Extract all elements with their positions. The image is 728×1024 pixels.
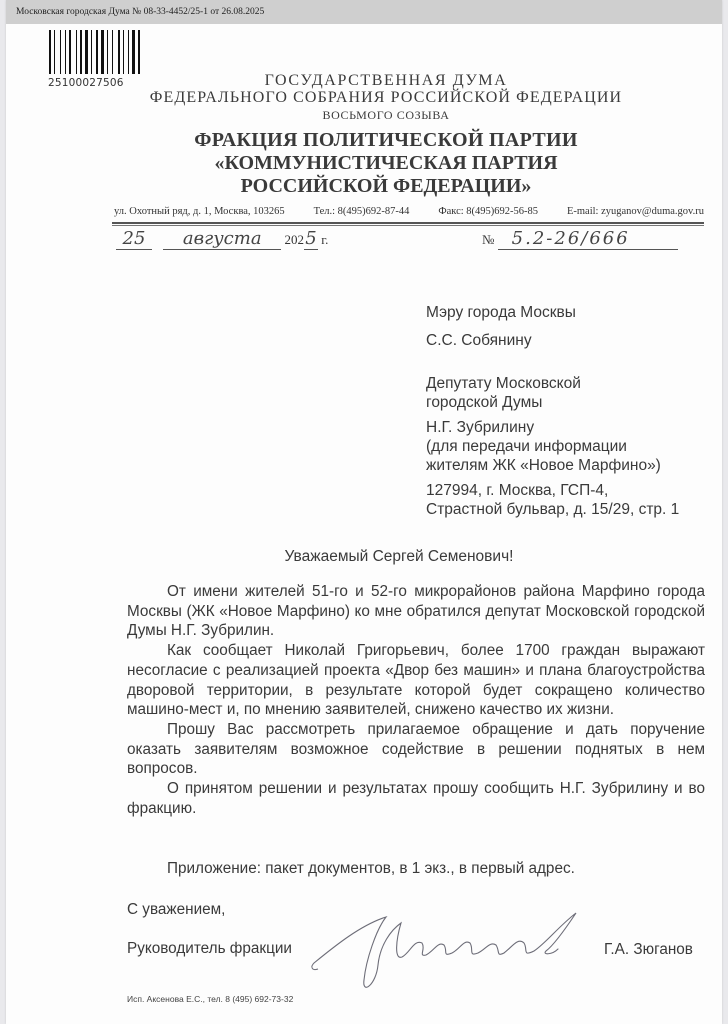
outgoing-date	[116, 228, 328, 250]
barcode-bar	[125, 30, 127, 74]
address-line-1: 127994, г. Москва, ГСП-4,	[426, 482, 609, 499]
registration-stamp-text: Московская городская Дума № 08-33-4452/25-1 от 26.08.2025	[16, 7, 265, 17]
letterhead-address: ул. Охотный ряд, д. 1, Москва, 103265	[114, 206, 285, 217]
recipient-2-line-5: жителям ЖК «Новое Марфино»)	[426, 457, 661, 474]
barcode-bar	[136, 30, 137, 74]
barcode-bar	[101, 30, 104, 74]
number-value: 5.2-26/666	[498, 228, 678, 250]
attachment-note: Приложение: пакет документов, в 1 экз., в первый адрес.	[167, 860, 575, 877]
barcode-bar	[107, 30, 108, 74]
address-line-2: Страстной бульвар, д. 15/29, стр. 1	[426, 501, 680, 518]
barcode-number: 25100027506	[48, 77, 124, 89]
executor-note: Исп. Аксенова Е.С., тел. 8 (495) 692-73-32	[127, 994, 294, 1004]
letterhead-contacts	[114, 206, 704, 217]
recipient-2-line-1: Депутату Московской	[426, 375, 581, 392]
faction-title-line-3: РОССИЙСКОЙ ФЕДЕРАЦИИ»	[240, 175, 532, 197]
barcode-bar	[69, 30, 71, 74]
barcode-bar	[83, 30, 84, 74]
barcode-bar	[93, 30, 95, 74]
recipient-2-line-3: Н.Г. Зубрилину	[426, 419, 535, 436]
faction-title-line-2: «КОММУНИСТИЧЕСКАЯ ПАРТИЯ	[214, 152, 558, 174]
barcode-bar	[85, 30, 88, 74]
recipient-1-line-2: С.С. Собянину	[426, 332, 532, 349]
barcode-bar	[80, 30, 82, 74]
barcode-bar	[67, 30, 68, 74]
letterhead-email: E-mail: zyuganov@duma.gov.ru	[566, 206, 704, 217]
body-paragraph-2: Как сообщает Николай Григорьевич, более 1700 граждан выражают несогласие с реализацией проекта «Двор без машин» и плана благоустройства дворовой территории, в результате которой будет сокращено количество машино-мест и, по мнению заявителей, снижено качество их жизни.	[127, 642, 705, 719]
letter-page	[6, 0, 722, 1024]
date-year-suffix: 5	[305, 228, 317, 249]
barcode-bar	[60, 30, 61, 74]
letter-body	[127, 582, 705, 818]
recipient-2-line-2: городской Думы	[426, 394, 543, 411]
barcode-bar	[96, 30, 98, 74]
letterhead-line-3: ВОСЬМОГО СОЗЫВА	[322, 108, 450, 122]
barcode-bar	[89, 30, 90, 74]
barcode-bar	[118, 30, 120, 74]
barcode-bar	[99, 30, 100, 74]
letterhead-line-1: ГОСУДАРСТВЕННАЯ ДУМА	[264, 72, 508, 89]
barcode-bar	[65, 30, 66, 74]
barcode-bar	[128, 30, 129, 74]
barcode-bar	[109, 30, 111, 74]
barcode-icon	[49, 30, 151, 74]
barcode-bar	[105, 30, 106, 74]
barcode-bar	[62, 30, 64, 74]
barcode-bar	[138, 30, 140, 74]
barcode-bar	[78, 30, 79, 74]
barcode-bar	[54, 30, 55, 74]
barcode-bar	[72, 30, 75, 74]
date-year-unit: г.	[321, 232, 329, 247]
barcode-bar	[56, 30, 59, 74]
recipient-1-line-1: Мэру города Москвы	[426, 304, 576, 321]
barcode-bar	[114, 30, 117, 74]
signature-icon	[306, 905, 596, 1000]
signer-name: Г.А. Зюганов	[604, 941, 693, 958]
letterhead-phone: Тел.: 8(495)692-87-44	[313, 206, 410, 217]
addressee-block	[426, 303, 726, 519]
barcode-bar	[91, 30, 92, 74]
recipient-2-line-4: (для передачи информации	[426, 438, 627, 455]
barcode-bar	[121, 30, 122, 74]
registration-stamp	[6, 0, 722, 24]
faction-title-line-1: ФРАКЦИЯ ПОЛИТИЧЕСКОЙ ПАРТИИ	[194, 129, 578, 151]
salutation: Уважаемый Сергей Семенович!	[284, 548, 514, 565]
barcode-bar	[132, 30, 135, 74]
body-paragraph-3: Прошу Вас рассмотреть прилагаемое обращение и дать поручение оказать заявителям возможное содействие в решении поднятых в нем вопросов.	[127, 720, 705, 778]
barcode-bar	[123, 30, 124, 74]
letterhead-divider-thin	[112, 225, 704, 226]
body-paragraph-1: От имени жителей 51-го и 52-го микрорайонов района Марфино города Москвы (ЖК «Новое Марфино) ко мне обратился депутат Московской городской Думы Н.Г. Зубрилин.	[127, 583, 705, 640]
date-day: 25	[116, 228, 152, 250]
letterhead-fax: Факс: 8(495)692-56-85	[438, 206, 539, 217]
number-label: №	[482, 232, 495, 247]
letterhead-divider	[112, 222, 704, 224]
barcode-bar	[76, 30, 77, 74]
date-year-prefix: 202	[284, 232, 304, 247]
barcode-bar	[52, 30, 53, 74]
barcode-bar	[130, 30, 131, 74]
date-month: августа	[163, 228, 281, 250]
signer-role: Руководитель фракции	[127, 940, 292, 957]
barcode-bar	[112, 30, 113, 74]
closing-regards: С уважением,	[127, 901, 226, 918]
letterhead-line-2: ФЕДЕРАЛЬНОГО СОБРАНИЯ РОССИЙСКОЙ ФЕДЕРАЦИИ	[149, 89, 623, 106]
body-paragraph-4: О принятом решении и результатах прошу сообщить Н.Г. Зубрилину и во фракцию.	[127, 780, 705, 817]
barcode-bar	[49, 30, 51, 74]
outgoing-number	[482, 228, 678, 250]
